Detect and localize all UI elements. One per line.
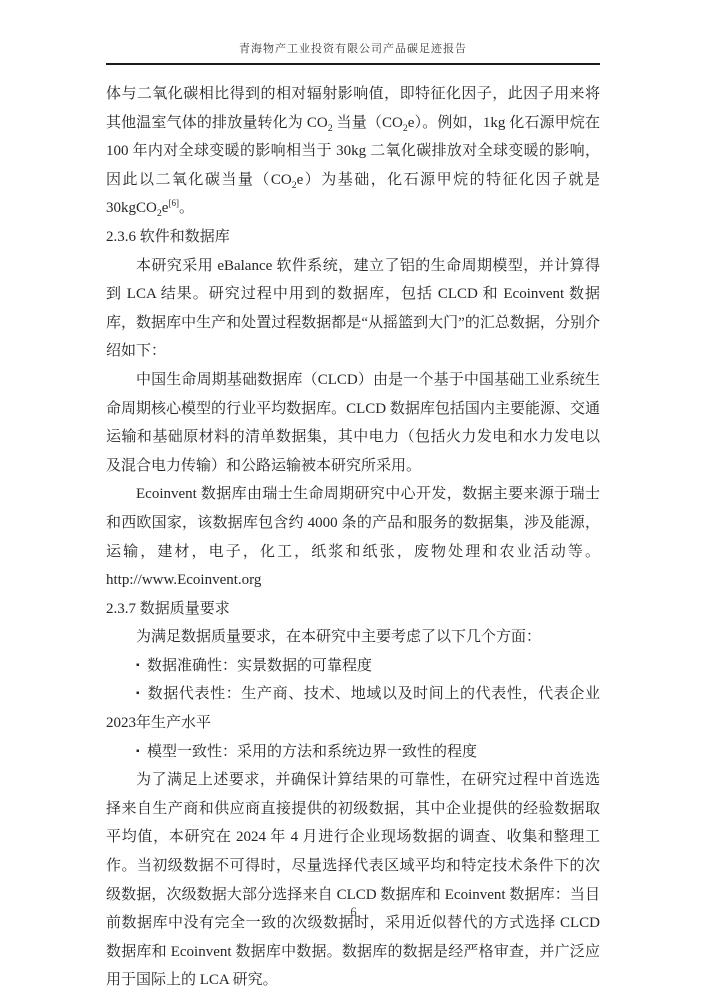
paragraph-software-database: 本研究采用 eBalance 软件系统，建立了铝的生命周期模型，并计算得到 LCA 结果。研究过程中用到的数据库，包括 CLCD 和 Ecoinvent 数据库，数据库中生产和处置过程数据都是“从摇篮到大门”的汇总数据，分别介绍如下： (106, 257, 600, 360)
subscript: 2 (327, 122, 333, 134)
paragraph-data-selection: 为了满足上述要求，并确保计算结果的可靠性，在研究过程中首选选择来自生产商和供应商直接提供的初级数据，其中企业提供的经验数据取平均值，本研究在 2024 年 4 月进行企业现场数据的调查、收集和整理工作。当初级数据不可得时，尽量选择代表区域平均和特定技术条件下的次级数据，次级数据大部分选择来自 CLCD 数据库和 Ecoinvent 数据库：当目前数据库中没有完全一致的次级数据时，采用近似替代的方式选择 CLCD 数据库和 Ecoinvent 数据库中数据。数据库的数据是经严格审查，并广泛应用于国际上的 LCA 研究。 (106, 772, 600, 989)
citation-reference: [6] (168, 198, 179, 209)
bullet-square-icon: ▪ (136, 745, 140, 757)
list-item-representativeness (106, 680, 600, 737)
page-header (106, 40, 600, 65)
list-item-text: 数据代表性：生产商、技术、地域以及时间上的代表性，代表企业2023年生产水平 (106, 686, 600, 732)
list-item-text: 模型一致性：采用的方法和系统边界一致性的程度 (147, 743, 478, 760)
section-heading-2-3-6: 2.3.6 软件和数据库 (106, 228, 230, 245)
header-title: 青海物产工业投资有限公司产品碳足迹报告 (239, 43, 467, 55)
list-item-text: 数据准确性：实景数据的可靠程度 (147, 657, 373, 674)
list-item-consistency (106, 738, 600, 767)
paragraph-quality-requirements: 为满足数据质量要求，在本研究中主要考虑了以下几个方面： (136, 629, 542, 646)
subscript: 2 (402, 122, 408, 134)
paragraph-clcd-database: 中国生命周期基础数据库（CLCD）由是一个基于中国基础工业系统生命周期核心模型的行业平均数据库。CLCD 数据库包括国内主要能源、交通运输和基础原材料的清单数据集，其中电力（包括火力发电和水力发电以及混合电力传输）和公路运输被本研究所采用。 (106, 371, 600, 474)
page-content (106, 80, 600, 995)
section-heading-2-3-7: 2.3.7 数据质量要求 (106, 600, 230, 617)
text-run: 体与二氧化碳相比得到的相对辐射影响值，即特征化因子，此因子用来将其他温室气体的排放量转化为 CO (106, 86, 600, 131)
subscript: 2 (291, 179, 297, 191)
text-run: 。 (178, 200, 194, 217)
list-item-accuracy (106, 652, 600, 681)
text-run: 当量（CO (332, 114, 403, 131)
page-number: 6 (350, 905, 357, 919)
bullet-square-icon: ▪ (136, 688, 140, 700)
subscript: 2 (156, 208, 162, 220)
paragraph-characterization-factor (106, 80, 600, 223)
bullet-square-icon: ▪ (136, 659, 140, 671)
paragraph-ecoinvent-database: Ecoinvent 数据库由瑞士生命周期研究中心开发，数据主要来源于瑞士和西欧国家，该数据库包含约 4000 条的产品和服务的数据集，涉及能源，运输，建材，电子，化工，纸浆和纸张，废物处理和农业活动等。http://www.Ecoinvent.org (106, 486, 600, 589)
page-footer (0, 905, 707, 920)
text-run: e (161, 200, 169, 217)
text-run: e）。例如，1kg 化石源甲烷在 100 年内对全球变暖的影响相当于 30kg 二氧化碳排放对全球变暖的影响，因此以二氧化碳当量（CO (106, 114, 600, 188)
text-run: e）为基础，化石源甲烷的特征化因子就是 30kgCO (106, 171, 600, 217)
